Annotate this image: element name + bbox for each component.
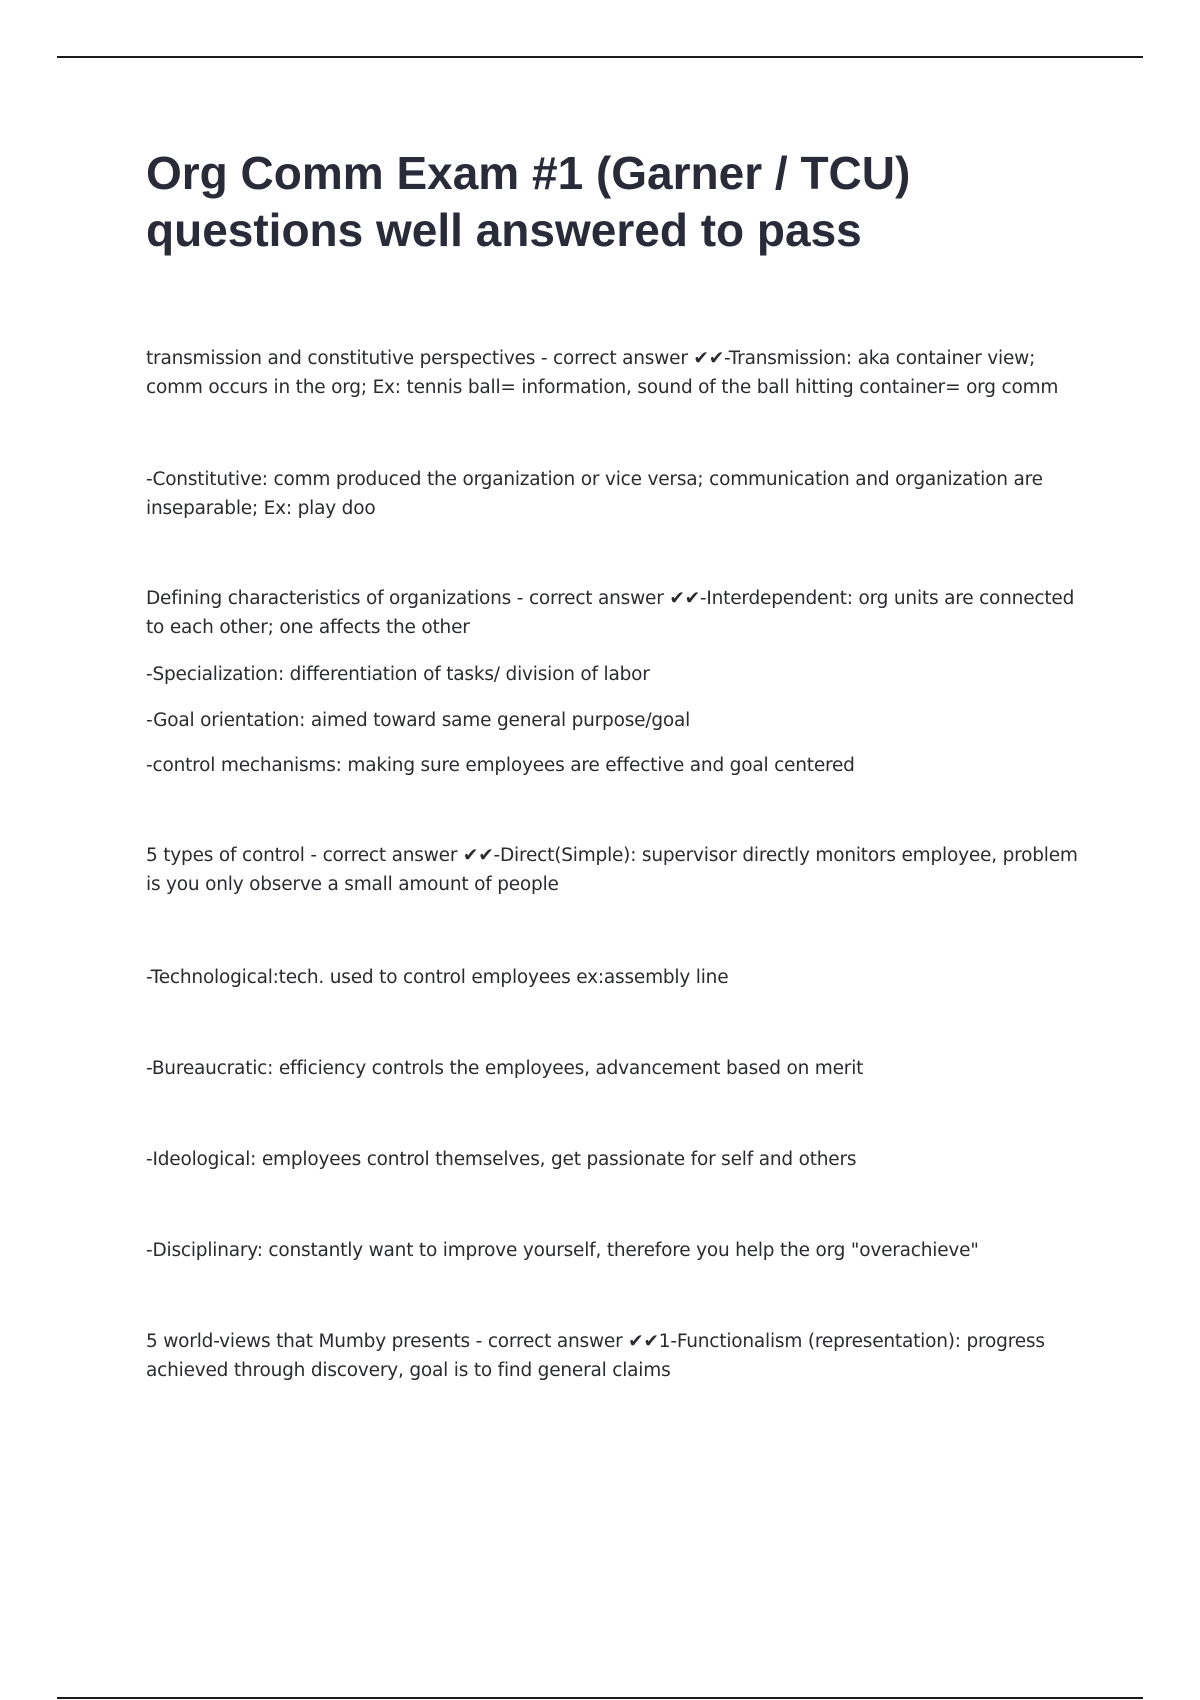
paragraph-goal-orientation: -Goal orientation: aimed toward same general purpose/goal	[146, 710, 691, 731]
paragraph-specialization: -Specialization: differentiation of tasks/ division of labor	[146, 664, 650, 685]
document-title: Org Comm Exam #1 (Garner / TCU) questions well answered to pass	[146, 147, 911, 256]
paragraph-world-views: 5 world-views that Mumby presents - correct answer ✔✔1-Functionalism (representation): progress achieved through discovery, goal is to find general claims	[146, 1331, 1045, 1381]
bottom-rule	[57, 1697, 1143, 1699]
paragraph-disciplinary: -Disciplinary: constantly want to improve yourself, therefore you help the org "overachieve"	[146, 1240, 979, 1261]
top-rule	[57, 56, 1143, 58]
paragraph-types-of-control: 5 types of control - correct answer ✔✔-Direct(Simple): supervisor directly monitors employee, problem is you only observe a small amount of people	[146, 845, 1078, 895]
paragraph-constitutive: -Constitutive: comm produced the organization or vice versa; communication and organization are inseparable; Ex: play doo	[146, 469, 1043, 519]
paragraph-transmission: transmission and constitutive perspectives - correct answer ✔✔-Transmission: aka container view; comm occurs in the org; Ex: tennis ball= information, sound of the ball hitting container= org comm	[146, 348, 1059, 398]
paragraph-technological: -Technological:tech. used to control employees ex:assembly line	[146, 967, 729, 988]
paragraph-bureaucratic: -Bureaucratic: efficiency controls the employees, advancement based on merit	[146, 1058, 864, 1079]
paragraph-defining-characteristics: Defining characteristics of organizations - correct answer ✔✔-Interdependent: org units are connected to each other; one affects the other	[146, 588, 1075, 638]
paragraph-ideological: -Ideological: employees control themselves, get passionate for self and others	[146, 1149, 857, 1170]
paragraph-control-mechanisms: -control mechanisms: making sure employees are effective and goal centered	[146, 755, 855, 776]
